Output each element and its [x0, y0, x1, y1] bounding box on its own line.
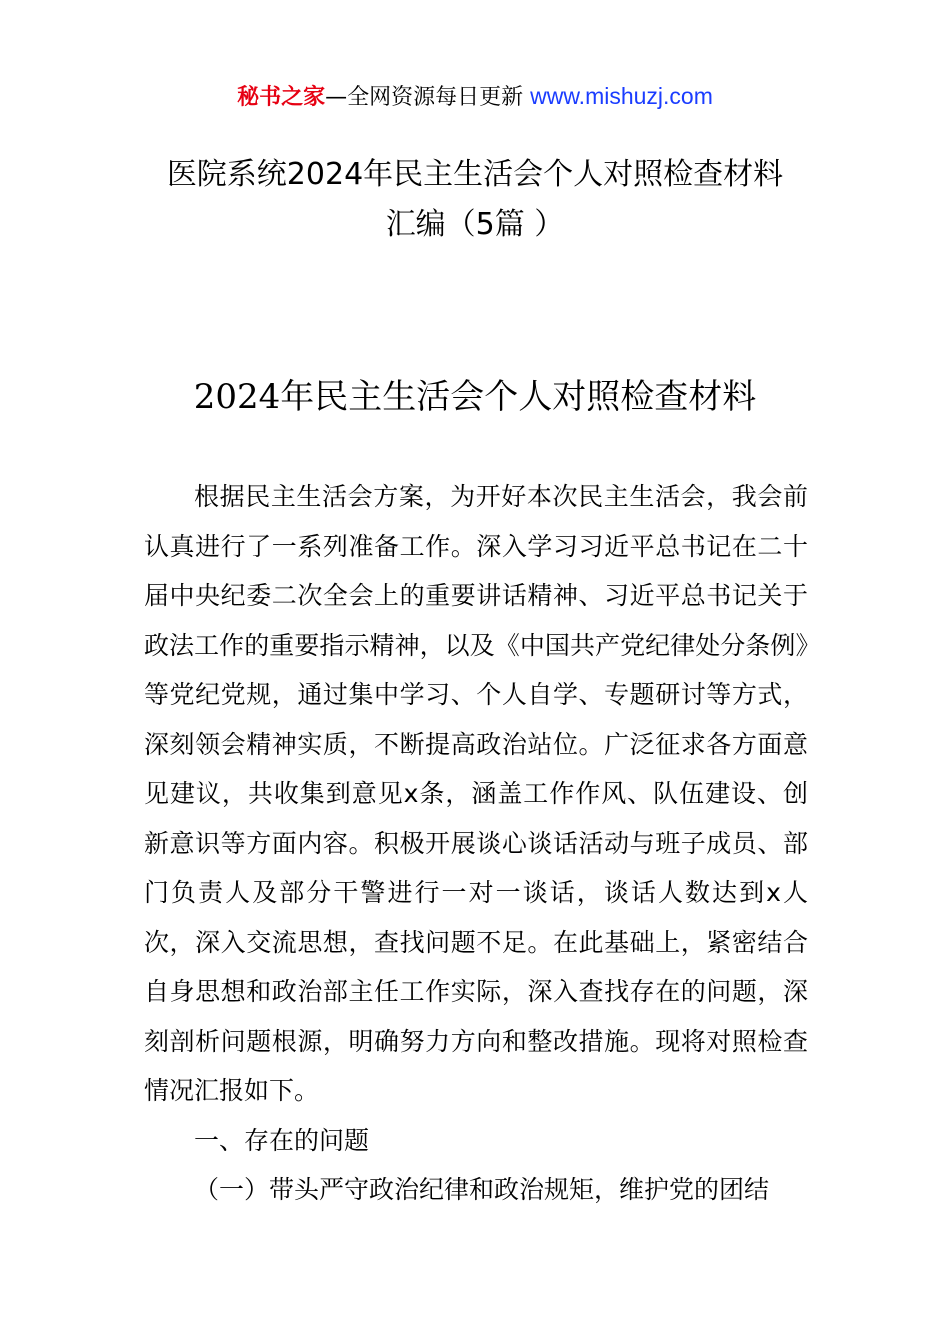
body-paragraph: 根据民主生活会方案，为开好本次民主生活会，我会前认真进行了一系列准备工作。深入学习习近平总书记在二十届中央纪委二次全会上的重要讲话精神、习近平总书记关于政法工作的重要指示精神，以及《中国共产党纪律处分条例》等党纪党规，通过集中学习、个人自学、专题研讨等方式，深刻领会精神实质，不断提高政治站位。广泛征求各方面意见建议，共收集到意见x条，涵盖工作作风、队伍建设、创新意识等方面内容。积极开展谈心谈话活动与班子成员、部门负责人及部分干警进行一对一谈话，谈话人数达到x人次，深入交流思想，查找问题不足。在此基础上，紧密结合自身思想和政治部主任工作实际，深入查找存在的问题，深刻剖析问题根源，明确努力方向和整改措施。现将对照检查情况汇报如下。 — [144, 482, 808, 1105]
document-title-line-2: 汇编（5篇 ） — [385, 207, 565, 242]
site-header — [0, 80, 950, 114]
header-tagline: —全网资源每日更新 — [325, 85, 524, 110]
heading-level-1: 一、存在的问题 — [194, 1125, 370, 1155]
document-title — [100, 150, 850, 250]
document-title-line-1: 医院系统2024年民主生活会个人对照检查材料 — [166, 157, 784, 192]
heading-level-2: （一）带头严守政治纪律和政治规矩，维护党的团结 — [194, 1175, 770, 1204]
brand-name: 秘书之家 — [237, 85, 326, 110]
site-url-link[interactable]: www.mishuzj.com — [530, 83, 713, 109]
document-body — [144, 472, 808, 1215]
section-title: 2024年民主生活会个人对照检查材料 — [193, 377, 757, 417]
